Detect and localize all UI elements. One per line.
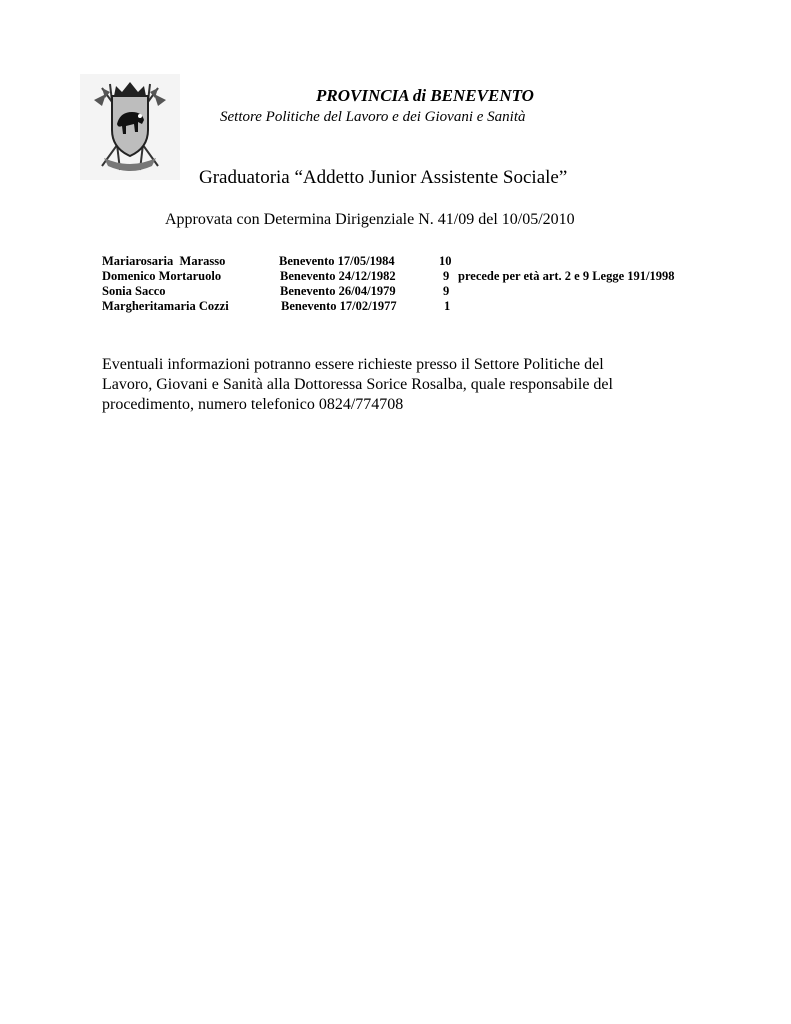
info-line: procedimento, numero telefonico 0824/774708 (102, 396, 404, 413)
contact-information (102, 355, 702, 415)
organization-subtitle: Settore Politiche del Lavoro e dei Giovani e Sanità (220, 109, 526, 125)
candidate-note: precede per età art. 2 e 9 Legge 191/1998 (458, 269, 675, 283)
info-line: Lavoro, Giovani e Sanità alla Dottoressa Sorice Rosalba, quale responsabile del (102, 376, 613, 393)
ranking-row (102, 284, 742, 299)
info-line: Eventuali informazioni potranno essere richieste presso il Settore Politiche del (102, 356, 604, 373)
candidate-score: 9 (443, 284, 450, 298)
candidate-score: 10 (439, 254, 452, 268)
province-coat-of-arms-icon (80, 74, 180, 180)
candidate-birth-place-date: Benevento 26/04/1979 (280, 284, 396, 298)
candidate-name: Margheritamaria Cozzi (102, 299, 229, 313)
ranking-row (102, 299, 742, 314)
ranking-row (102, 269, 742, 284)
document-title: Graduatoria “Addetto Junior Assistente Sociale” (199, 167, 568, 188)
ranking-list (102, 254, 742, 314)
approval-line: Approvata con Determina Dirigenziale N. 41/09 del 10/05/2010 (165, 211, 575, 228)
candidate-birth-place-date: Benevento 24/12/1982 (280, 269, 396, 283)
candidate-name: Sonia Sacco (102, 284, 166, 298)
candidate-name: Domenico Mortaruolo (102, 269, 222, 283)
ranking-row (102, 254, 742, 269)
candidate-birth-place-date: Benevento 17/02/1977 (281, 299, 397, 313)
candidate-score: 1 (444, 299, 451, 313)
organization-title: PROVINCIA di BENEVENTO (316, 86, 534, 105)
candidate-score: 9 (443, 269, 450, 283)
candidate-birth-place-date: Benevento 17/05/1984 (279, 254, 395, 268)
candidate-name: Mariarosaria Marasso (102, 254, 226, 268)
